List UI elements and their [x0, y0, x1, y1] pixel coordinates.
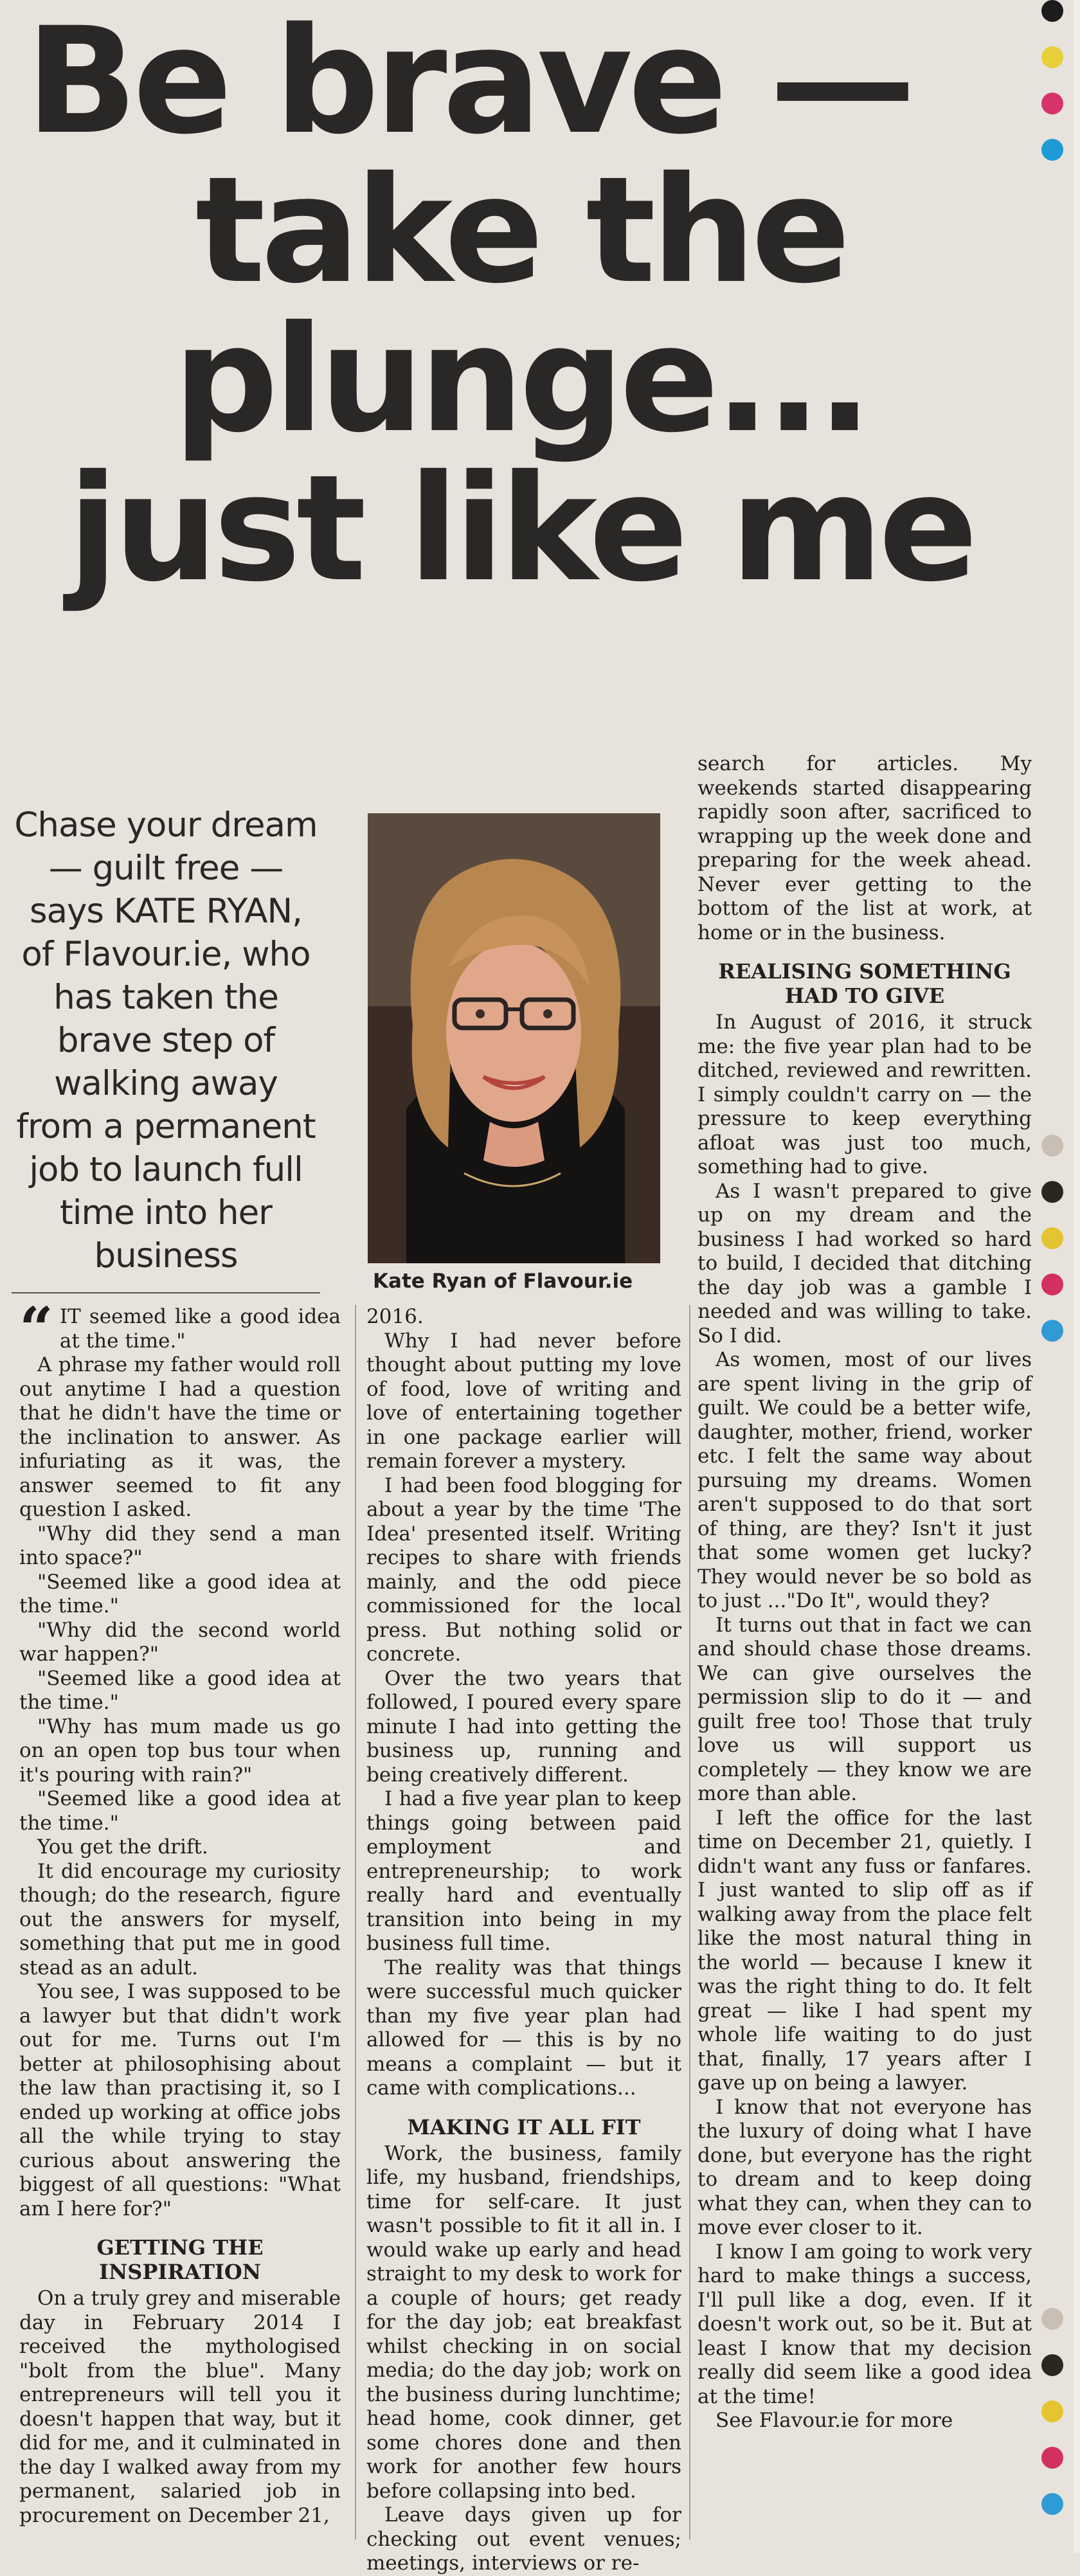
registration-dot [1041, 1227, 1063, 1249]
subheading: MAKING IT ALL FIT [407, 2114, 641, 2139]
article-paragraph: In August of 2016, it struck me: the five year plan had to be ditched, reviewed and rewritten. I simply couldn't carry on — the pressure to keep everything afloat was just too much, something had to give. [698, 1011, 1032, 1178]
registration-dot [1041, 2493, 1063, 2515]
article-paragraph: It turns out that in fact we can and should chase those dreams. We can give ourselves the permission slip to do it — and guilt free too! Those that truly love us will support us completely — they know we are more than able. [698, 1613, 1032, 1805]
article-paragraph: A phrase my father would roll out anytime I had a question that he didn't have the time or the inclination to answer. As infuriating as it was, the answer seemed to fit any question I asked. [19, 1353, 341, 1521]
article-paragraph: I had been food blogging for about a year by the time 'The Idea' presented itself. Writing recipes to share with friends mainly, and the odd piece commissioned for the local press. But nothing solid or concrete. [366, 1473, 681, 1666]
opening-quote-mark: “ [19, 1294, 53, 1364]
registration-dot [1041, 1135, 1063, 1157]
article-paragraph: As women, most of our lives are spent living in the grip of guilt. We could be a better wife, daughter, mother, friend, worker etc. I felt the same way about pursuing my dreams. Women aren't supposed to do that sort of thing, are they? Isn't it just that some women get lucky? They would never be so bold as to just ..."Do It", would they? [698, 1348, 1032, 1612]
headline-line-2: take the [195, 145, 847, 316]
registration-dots-top [1041, 0, 1066, 185]
article-paragraph: "Why did they send a man into space?" [19, 1522, 341, 1569]
article-column-3 [698, 752, 1032, 2433]
article-paragraph: I know I am going to work very hard to make things a success, I'll pull like a dog, even. If it doesn't work out, so be it. But at least I know that my decision really did seem like a good idea at the time! [698, 2240, 1032, 2408]
registration-dot [1041, 1274, 1063, 1295]
article-paragraph: IT seemed like a good idea at the time." [59, 1305, 341, 1353]
registration-dot [1041, 0, 1063, 22]
registration-dot [1041, 2400, 1063, 2422]
registration-dots-mid [1041, 1135, 1066, 1366]
article-paragraph: Over the two years that followed, I poured every spare minute I had into getting the business up, running and being creatively different. [366, 1666, 681, 1787]
article-paragraph: You see, I was supposed to be a lawyer but that didn't work out for me. Turns out I'm better at philosophising about the law than practising it, so I ended up working at office jobs all the while trying to stay curious about answering the biggest of all questions: "What am I here for?" [19, 1980, 341, 2220]
standfirst: Chase your dream — guilt free — says KATE RYAN, of Flavour.ie, who has taken the brave step of walking away from a permanent job to launch full time into her business [14, 806, 318, 1275]
article-paragraph: Work, the business, family life, my husband, friendships, time for self-care. It just wasn't possible to fit it all in. I would wake up early and head straight to my desk to work for a couple of hours; get ready for the day job; eat breakfast whilst checking in on social media; do the day job; work on the business during lunchtime; head home, cook dinner, get some chores done and then work for another few hours before collapsing into bed. [366, 2141, 681, 2503]
registration-dot [1041, 2447, 1063, 2469]
article-paragraph: You get the drift. [37, 1835, 208, 1859]
article-paragraph: The reality was that things were successful much quicker than my five year plan had allowed for — this is by no means a complaint — but it came with complications... [366, 1956, 681, 2100]
article-paragraph: I had a five year plan to keep things going between paid employment and entrepreneurship; to work really hard and eventually transition into being in my business full time. [366, 1787, 681, 1955]
author-photo [368, 813, 660, 1263]
article-paragraph: "Seemed like a good idea at the time." [19, 1666, 341, 1714]
article-paragraph: I know that not everyone has the luxury of doing what I have done, but everyone has the right to dream and to keep doing what they can, when they can to move ever closer to it. [698, 2095, 1032, 2239]
subheading: REALISING SOMETHING HAD TO GIVE [718, 959, 1011, 1008]
article-paragraph: "Seemed like a good idea at the time." [19, 1570, 341, 1617]
headline-line-3: plunge... [173, 294, 869, 465]
registration-dot [1041, 2354, 1063, 2376]
article-paragraph: search for articles. My weekends started disappearing rapidly soon after, sacrificed to wrapping up the week done and preparing for the week ahead. Never ever getting to the bottom of the list at work, at home or in the business. [698, 752, 1032, 944]
headline [26, 0, 1016, 614]
registration-dot [1041, 1320, 1063, 1342]
article-column-1 [19, 1294, 341, 2528]
article-paragraph: 2016. [366, 1305, 424, 1328]
subheading: GETTING THE INSPIRATION [96, 2235, 264, 2284]
photo-caption: Kate Ryan of Flavour.ie [373, 1270, 633, 1293]
article-paragraph: It did encourage my curiosity though; do the research, figure out the answers for myself, something that put me in good stead as an adult. [19, 1859, 341, 1979]
article-paragraph: On a truly grey and miserable day in February 2014 I received the mythologised "bolt from the blue". Many entrepreneurs will tell you it doesn't happen that way, but it did for me, and it culminated in the day I walked away from my permanent, salaried job in procurement on December 21, [19, 2287, 341, 2527]
article-paragraph: "Seemed like a good idea at the time." [19, 1787, 341, 1835]
headline-line-4: just like me [68, 443, 974, 614]
standfirst-rule [12, 1292, 320, 1293]
registration-dot [1041, 139, 1063, 161]
article-column-2 [366, 1305, 681, 2576]
page-edge [1074, 0, 1080, 2553]
article-paragraph: Leave days given up for checking out event venues; meetings, interviews or re- [366, 2503, 681, 2575]
registration-dot [1041, 46, 1063, 68]
registration-dot [1041, 2308, 1063, 2330]
registration-dot [1041, 93, 1063, 114]
column-rule-1 [355, 1305, 356, 2539]
article-paragraph: Why I had never before thought about putting my love of food, love of writing and love of entertaining together in one package earlier will remain forever a mystery. [366, 1329, 681, 1473]
article-paragraph: As I wasn't prepared to give up on my dream and the business I had worked so hard to build, I decided that ditching the day job was a gamble I needed and was willing to take. So I did. [698, 1179, 1032, 1347]
article-paragraph: "Why did the second world war happen?" [19, 1618, 341, 1666]
registration-dot [1041, 1181, 1063, 1203]
registration-dots-bottom [1041, 2308, 1066, 2539]
article-paragraph: See Flavour.ie for more [716, 2409, 953, 2432]
headline-line-1: Be brave — [26, 0, 912, 167]
column-rule-2 [689, 1305, 690, 2539]
portrait-illustration [368, 813, 660, 1263]
article-paragraph: "Why has mum made us go on an open top bus tour when it's pouring with rain?" [19, 1715, 341, 1787]
article-paragraph: I left the office for the last time on December 21, quietly. I didn't want any fuss or fanfares. I just wanted to slip off as if walking away from the place felt like the most natural thing in the world — because I knew it was the right thing to do. It felt great — like I had spent my whole life waiting to do just that, finally, 17 years after I gave up on being a lawyer. [698, 1806, 1032, 2094]
